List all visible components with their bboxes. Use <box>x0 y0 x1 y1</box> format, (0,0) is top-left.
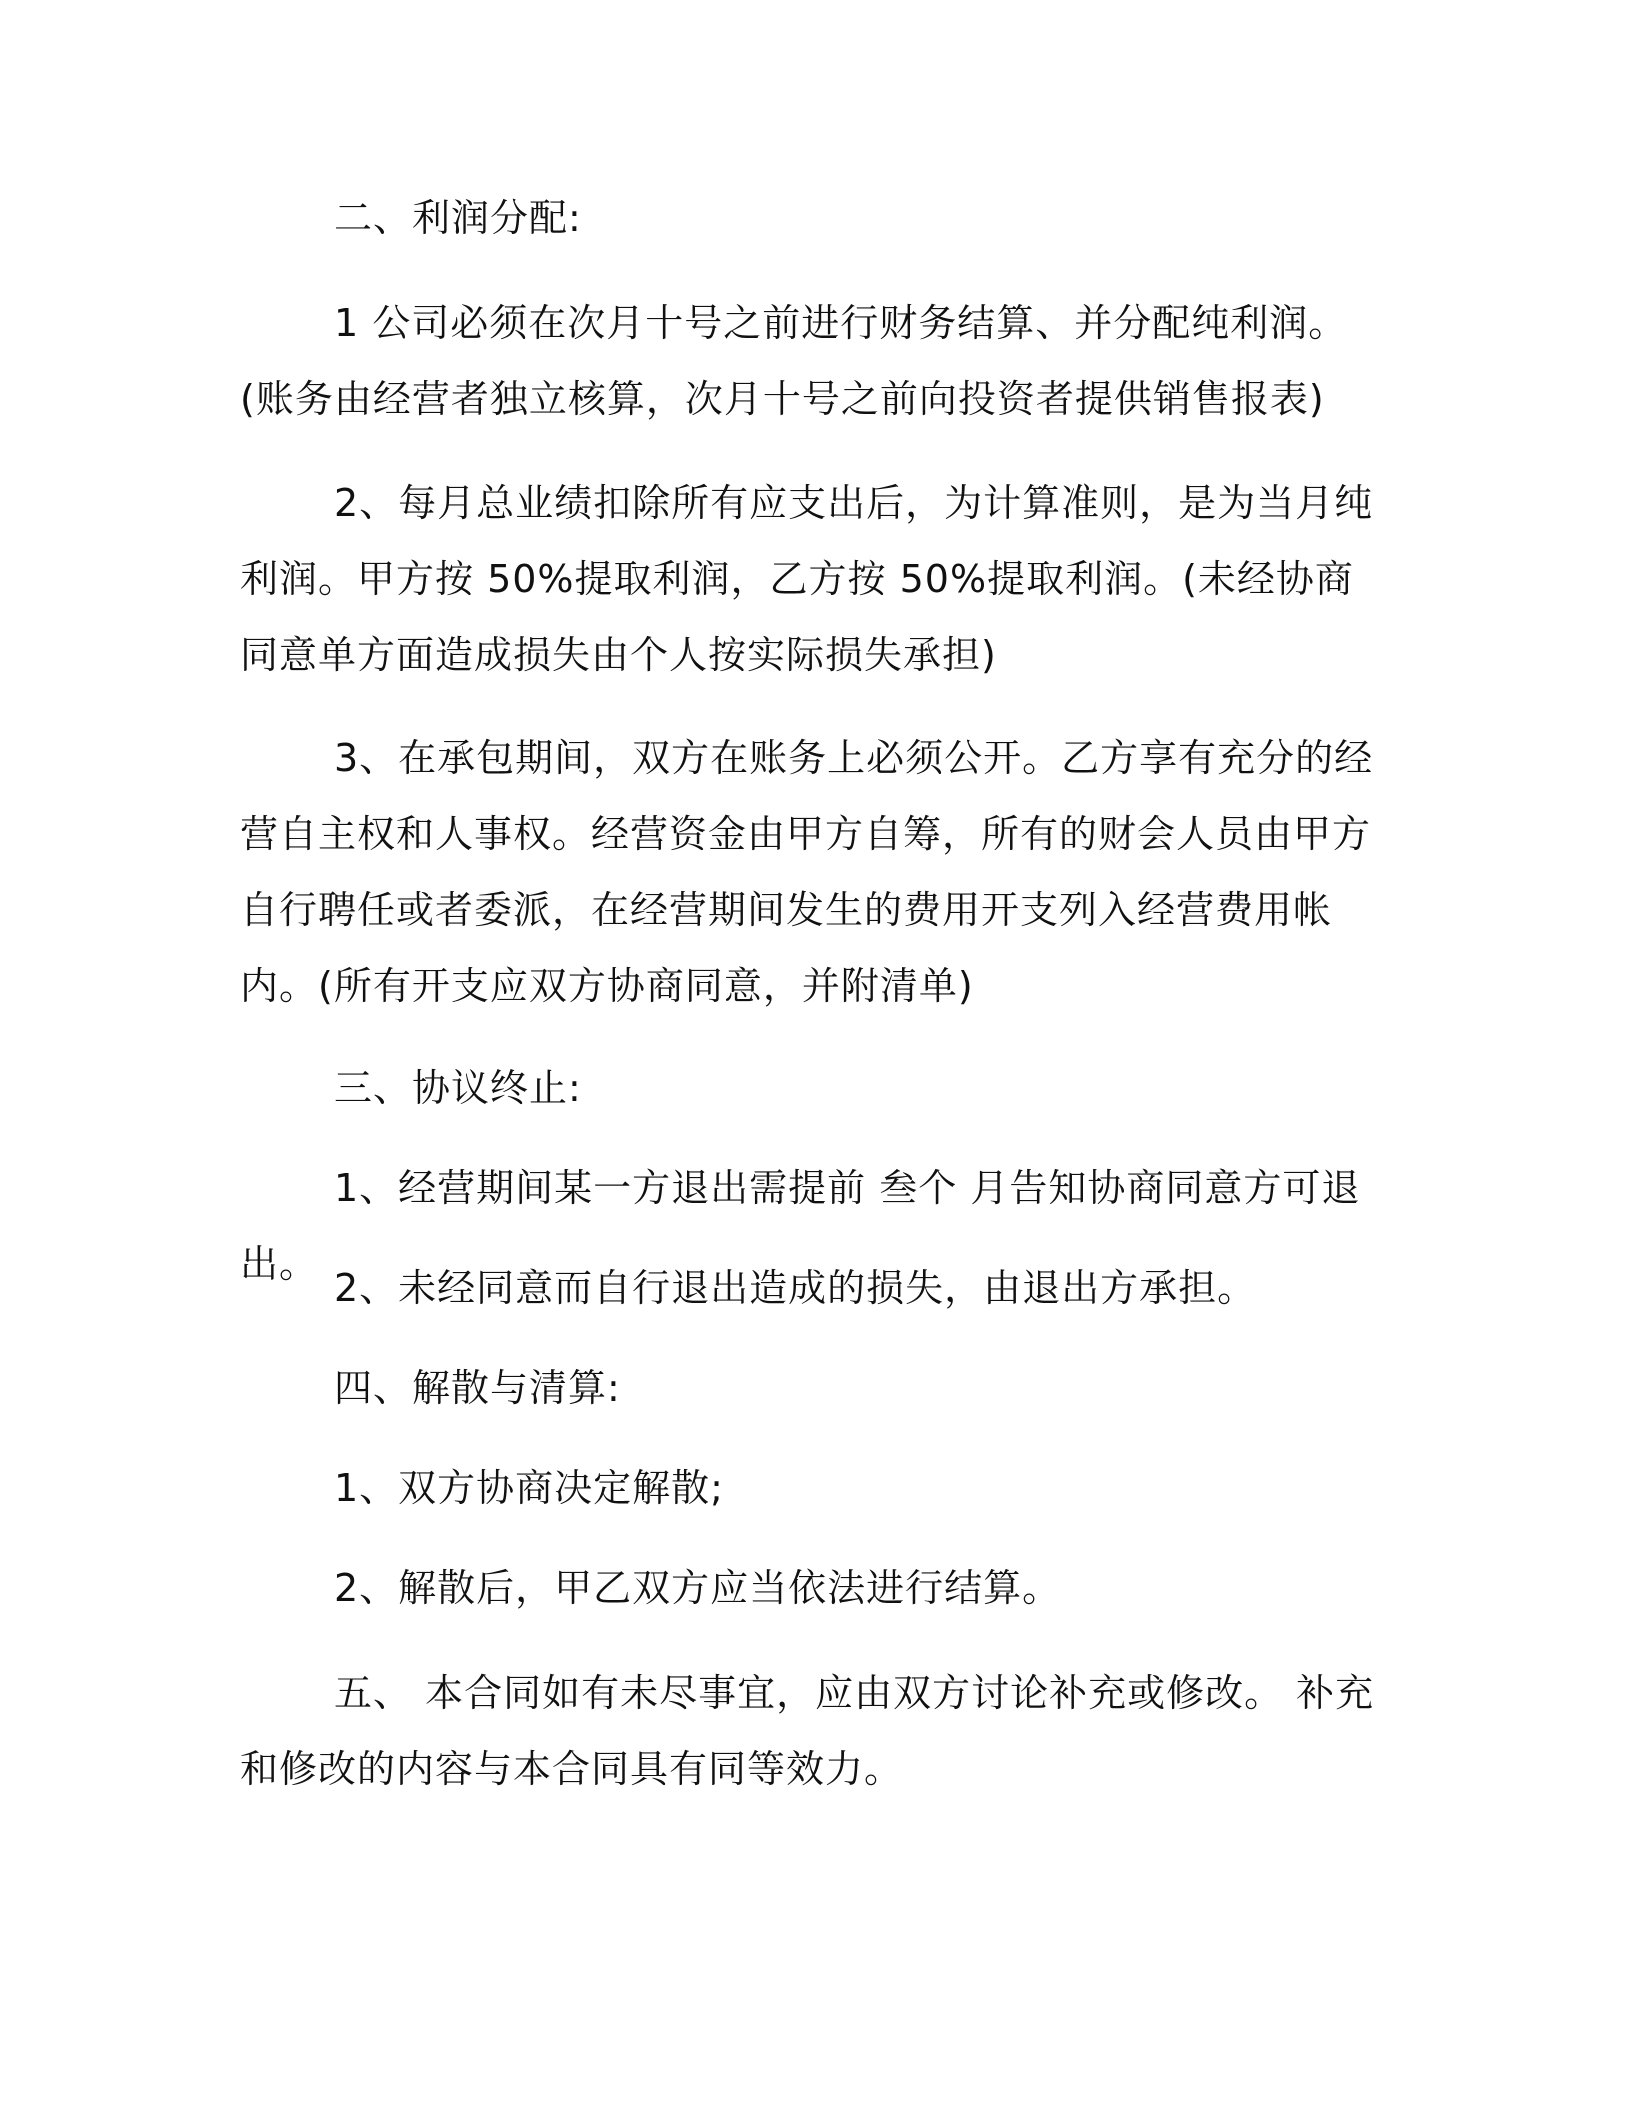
clause-settlement: 1 公司必须在次月十号之前进行财务结算、并分配纯利润。(账务由经营者独立核算，次月十号之前向投资者提供销售报表) <box>240 301 1348 421</box>
clause-settlement-after-dissolution: 2、解散后，甲乙双方应当依法进行结算。 <box>334 1566 1062 1610</box>
section-supplement-clause: 五、 本合同如有未尽事宜，应由双方讨论补充或修改。 补充和修改的内容与本合同具有同等效力。 <box>240 1671 1375 1791</box>
clause-accounts-public: 3、在承包期间，双方在账务上必须公开。乙方享有充分的经营自主权和人事权。经营资金由甲方自筹，所有的财会人员由甲方自行聘任或者委派，在经营期间发生的费用开支列入经营费用帐内。(所有开支应双方协商同意，并附清单) <box>240 736 1374 1008</box>
clause-profit-share: 2、每月总业绩扣除所有应支出后，为计算准则，是为当月纯利润。甲方按 50%提取利润，乙方按 50%提取利润。(未经协商同意单方面造成损失由个人按实际损失承担) <box>240 481 1374 677</box>
clause-exit-notice: 1、经营期间某一方退出需提前 叁个 月告知协商同意方可退出。 <box>240 1166 1361 1286</box>
clause-dissolve-decision: 1、双方协商决定解散; <box>334 1466 724 1510</box>
clause-exit-loss: 2、未经同意而自行退出造成的损失，由退出方承担。 <box>334 1266 1257 1310</box>
section-heading-dissolution: 四、解散与清算: <box>334 1366 621 1410</box>
section-heading-profit-distribution: 二、利润分配: <box>334 196 582 240</box>
section-heading-termination: 三、协议终止: <box>334 1066 582 1110</box>
